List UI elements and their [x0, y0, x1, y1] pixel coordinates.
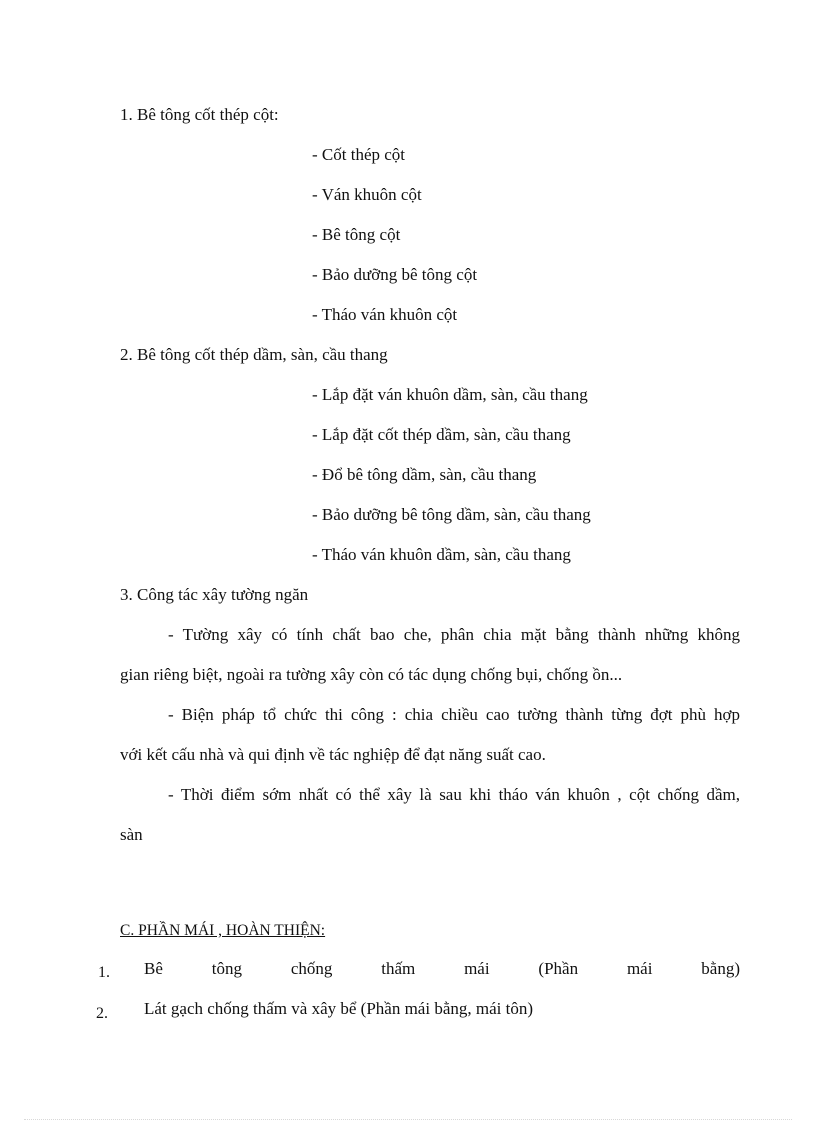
section-c-item-number: 1.: [98, 964, 110, 981]
section1-item: - Bảo dưỡng bê tông cột: [312, 265, 478, 284]
section2-item: - Lắp đặt ván khuôn dầm, sàn, cầu thang: [312, 385, 588, 404]
section2-title: 2. Bê tông cốt thép dầm, sàn, cầu thang: [120, 345, 388, 364]
section1-title: 1. Bê tông cốt thép cột:: [120, 105, 279, 124]
section-c-item-text: Lát gạch chống thấm và xây bể (Phần mái bằng, mái tôn): [144, 999, 533, 1018]
section3-paragraph3-line2: sàn: [120, 825, 143, 844]
section3-paragraph3-line1: - Thời điểm sớm nhất có thể xây là sau khi tháo ván khuôn , cột chống dầm,: [168, 785, 740, 804]
page-bottom-rule: [24, 1119, 792, 1120]
section3-title: 3. Công tác xây tường ngăn: [120, 585, 309, 604]
section1-item: - Bê tông cột: [312, 225, 401, 244]
section2-item: - Bảo dưỡng bê tông dầm, sàn, cầu thang: [312, 505, 591, 524]
section3-paragraph2-line2: với kết cấu nhà và qui định về tác nghiệp để đạt năng suất cao.: [120, 745, 546, 764]
section2-item: - Tháo ván khuôn dầm, sàn, cầu thang: [312, 545, 571, 564]
section1-item: - Cốt thép cột: [312, 145, 406, 164]
section3-paragraph1-line1: - Tường xây có tính chất bao che, phân chia mặt bằng thành những không: [168, 625, 740, 644]
section3-paragraph1-line2: gian riêng biệt, ngoài ra tường xây còn có tác dụng chống bụi, chống ồn...: [120, 665, 623, 684]
section2-item: - Lắp đặt cốt thép dầm, sàn, cầu thang: [312, 425, 571, 444]
section2-item: - Đổ bê tông dầm, sàn, cầu thang: [312, 465, 537, 484]
section3-paragraph2-line1: - Biện pháp tổ chức thi công : chia chiều cao tường thành từng đợt phù hợp: [168, 705, 740, 724]
section-c-item-number: 2.: [96, 1005, 108, 1022]
section-c-item-text: Bê tông chống thấm mái (Phần mái bằng): [144, 959, 740, 978]
section-c-heading: C. PHẦN MÁI , HOÀN THIỆN:: [120, 922, 326, 939]
section1-item: - Ván khuôn cột: [312, 185, 422, 204]
section1-item: - Tháo ván khuôn cột: [312, 305, 458, 324]
